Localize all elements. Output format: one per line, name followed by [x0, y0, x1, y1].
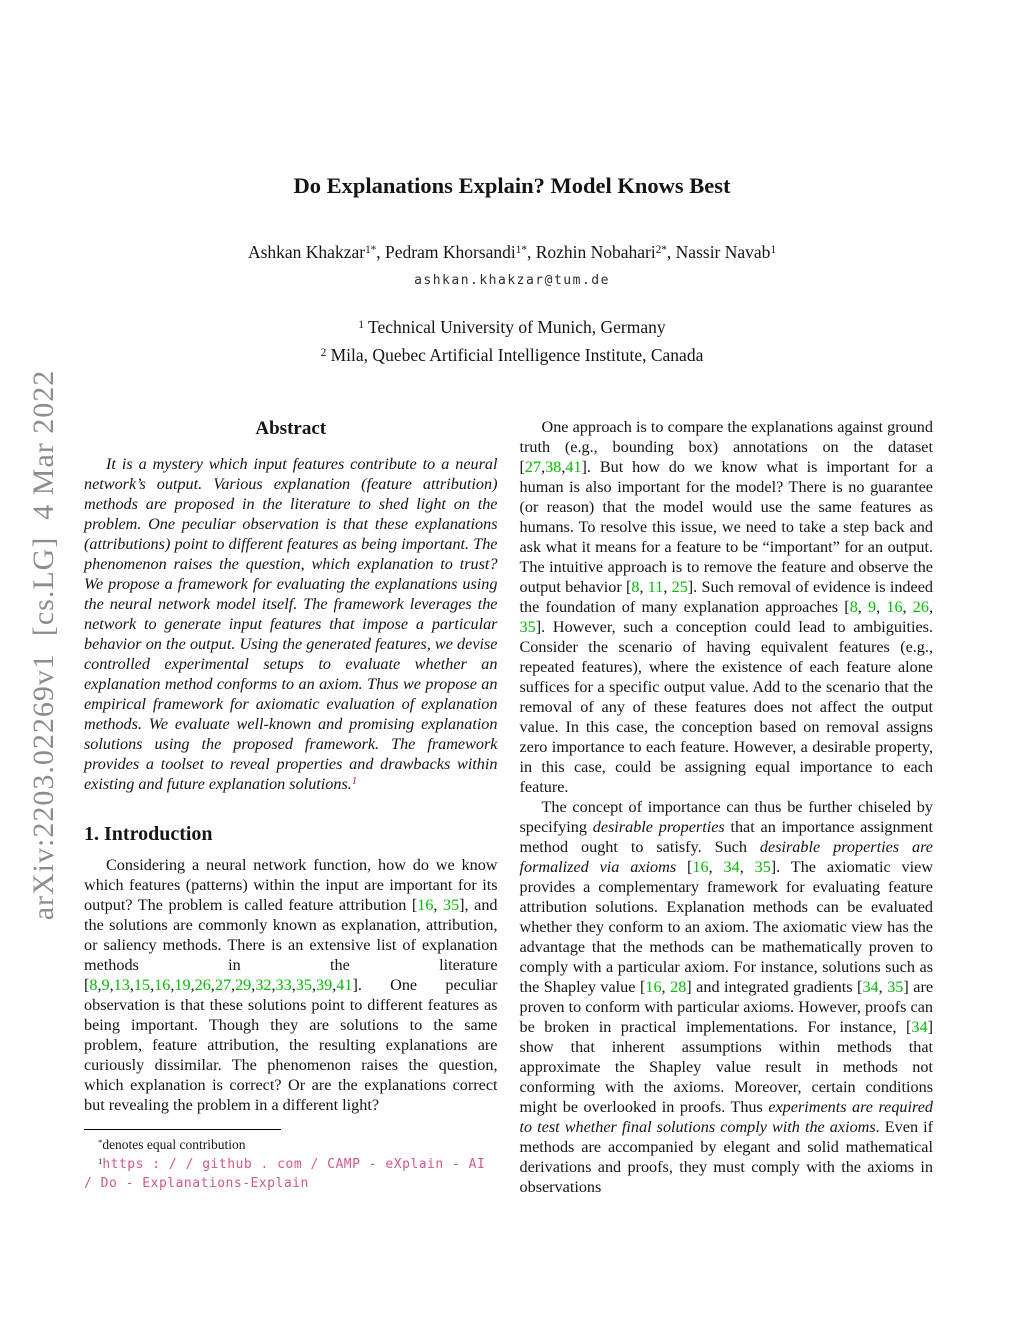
text-run: It is a mystery which input features contribute to a neural network’s output. Various explanation (feature attribution) methods are proposed in the literature to shed light on the problem. One peculiar observation is that these explanations (attributions) point to different features as being important. The phenomenon raises the question, which explanation to trust? We propose a framework for evaluating the explanations using the neural network model itself. The framework leverages the network to generate input features that impose a particular behavior on the output. Using the generated features, we devise controlled experimental setups to evaluate whether an explanation method conforms to an axiom. Thus we propose an empirical framework for axiomatic evaluation of explanation methods. We evaluate well-known and promising explanation solutions using the proposed framework. The framework provides a toolset to reveal properties and drawbacks within existing and future explanation solutions. [84, 455, 498, 793]
citation-link[interactable]: 8 [631, 578, 640, 596]
text-run: [ [676, 858, 693, 876]
text-run: , [291, 976, 296, 994]
superscript-marker: * [98, 1137, 103, 1148]
superscript-marker: 1* [515, 243, 527, 256]
text-run: denotes equal contribution [102, 1137, 246, 1152]
citation-link[interactable]: 16 [417, 896, 434, 914]
text-run: , [150, 976, 155, 994]
superscript-marker: 2 [320, 346, 327, 359]
text-run: , Rozhin Nobahari [526, 242, 656, 262]
introduction-paragraph [84, 855, 498, 1115]
arxiv-watermark: arXiv:2203.02269v1 [cs.LG] 4 Mar 2022 [27, 369, 60, 921]
citation-link[interactable]: 34 [723, 858, 740, 876]
body-paragraph [520, 797, 934, 1197]
text-run: that an importance assignment method ought to satisfy. Such [519, 818, 933, 856]
citation-link[interactable]: 29 [235, 976, 252, 994]
body-paragraph [520, 417, 934, 797]
citation-link[interactable]: 9 [101, 976, 110, 994]
text-run: , Pedram Khorsandi [376, 242, 516, 262]
two-column-body [84, 417, 933, 1197]
citation-link[interactable]: 35 [754, 858, 771, 876]
text-run: , [251, 976, 256, 994]
contact-email: ashkan.khakzar@tum.de [414, 273, 610, 288]
affiliation-1 [0, 315, 1024, 343]
citation-link[interactable]: 26 [912, 598, 929, 616]
affiliation-2 [0, 343, 1024, 371]
superscript-marker: 1 [770, 243, 777, 256]
superscript-marker: 1* [365, 243, 377, 256]
text-run: , [190, 976, 195, 994]
citation-link[interactable]: 16 [154, 976, 171, 994]
citation-link[interactable]: 35 [887, 978, 904, 996]
text-run: ]. However, such a conception could lead to ambiguities. Consider the scenario of having equivalent features (e.g., repeated features), where the existence of each feature alone suffices for a specific output value. Add to the scenario that the removal of any of these features does not affect the output value. In this case, the conception based on removal assigns zero importance to each feature. However, a desirable property, in this case, could be assigning equal importance to each feature. [519, 618, 933, 796]
text-run: , [878, 978, 888, 996]
citation-link[interactable]: 16 [886, 598, 903, 616]
citation-link[interactable]: 19 [174, 976, 191, 994]
text-run: , [739, 858, 755, 876]
text-run: , [708, 858, 724, 876]
emphasis-text: experiments are required to test whether final solutions comply with the axioms [519, 1098, 933, 1136]
citation-link[interactable]: 27 [214, 976, 232, 994]
text-run: ]. Such removal of evidence is indeed the foundation of many explanation approaches [ [519, 578, 933, 616]
citation-link[interactable]: 28 [670, 978, 687, 996]
citation-link[interactable]: 35 [442, 896, 460, 914]
text-run: ]. But how do we know what is important for a human is also important for the model? There is no guarantee (or reason) that the model would use the same features as humans. To resolve this issue, we need to take a step back and ask what it means for a feature to be “important” for an output. The intuitive approach is to remove the feature and observe the output behavior [ [519, 458, 933, 596]
footnote-rule [84, 1129, 281, 1130]
citation-link[interactable]: 32 [255, 976, 272, 994]
text-run: Technical University of Munich, Germany [363, 317, 666, 337]
text-run: , Nassir Navab [666, 242, 771, 262]
url-link[interactable]: https : / / github . com / CAMP - eXplain - AI / Do - Explanations-Explain [84, 1157, 486, 1191]
text-run: ]. The axiomatic view provides a complementary framework for evaluating feature attribution solutions. Explanation methods can be evaluated whether they conform to an axiom. The axiomatic view has the advantage that the methods can be mathematically proven to comply with a particular axiom. For instance, solutions such as the Shapley value [ [519, 858, 934, 996]
text-run: , [541, 458, 546, 476]
right-column [520, 417, 934, 1197]
text-run: , [129, 976, 134, 994]
text-run: , [433, 896, 443, 914]
text-run: , [271, 976, 276, 994]
citation-link[interactable]: 34 [911, 1018, 928, 1036]
authors-line [0, 241, 1024, 266]
text-run: , [332, 976, 337, 994]
affiliations [0, 315, 1024, 371]
citation-link[interactable]: 8 [89, 976, 98, 994]
citation-link[interactable]: 39 [316, 976, 333, 994]
text-run: ] show that inherent assumptions within methods that approximate the Shapley value result in methods not conforming with the axioms. Moreover, certain conditions might be overlooked in proofs. Thus [519, 1018, 933, 1116]
text-run: , [857, 598, 869, 616]
text-run: , [210, 976, 215, 994]
citation-link[interactable]: 35 [295, 976, 312, 994]
citation-link[interactable]: 15 [133, 976, 151, 994]
text-run: . Even if methods are accompanied by elegant and solid mathematical derivations and proofs, they must comply with the axioms in observations [519, 1118, 933, 1196]
text-run: , [639, 578, 648, 596]
text-run: Ashkan Khakzar [247, 242, 366, 262]
text-run: The concept of importance can thus be further chiseled by specifying [519, 798, 933, 836]
paper-title: Do Explanations Explain? Model Knows Best [293, 173, 731, 198]
text-run: , [663, 578, 672, 596]
text-run: , [928, 598, 933, 616]
citation-link[interactable]: 9 [868, 598, 877, 616]
text-run: , [170, 976, 175, 994]
text-run: ] and integrated gradients [ [686, 978, 863, 996]
citation-link[interactable]: 38 [545, 458, 562, 476]
citation-link[interactable]: 35 [519, 618, 536, 636]
citation-link[interactable]: 13 [113, 976, 130, 994]
abstract-heading: Abstract [255, 418, 327, 439]
citation-link[interactable]: 8 [849, 598, 858, 616]
text-run: One approach is to compare the explanations against ground truth (e.g., bounding box) annotations on the dataset [ [519, 418, 933, 476]
emphasis-text: desirable properties are formalized via axioms [519, 838, 933, 876]
footnote-marker[interactable]: 1 [351, 776, 358, 788]
superscript-marker: 2* [655, 243, 667, 256]
text-run: Considering a neural network function, how do we know which features (patterns) within the input are important for its output? The problem is called feature attribution [ [84, 856, 498, 914]
citation-link[interactable]: 25 [671, 578, 688, 596]
citation-link[interactable]: 34 [862, 978, 879, 996]
text-run: , [231, 976, 236, 994]
abstract-paragraph [84, 454, 498, 797]
text-run: , [97, 976, 102, 994]
left-column [84, 417, 498, 1197]
superscript-marker: 1 [358, 318, 364, 331]
citation-link[interactable]: 27 [524, 458, 542, 476]
text-run: Mila, Quebec Artificial Intelligence Institute, Canada [326, 345, 704, 365]
citation-link[interactable]: 11 [647, 578, 664, 596]
text-run: , [109, 976, 114, 994]
superscript-marker: 1 [98, 1156, 103, 1167]
text-run: , [902, 598, 913, 616]
citation-link[interactable]: 41 [336, 976, 353, 994]
paper-header [0, 173, 1024, 371]
footnote-code-url [84, 1155, 498, 1192]
emphasis-text: desirable properties [592, 818, 725, 836]
citation-link[interactable]: 33 [275, 976, 292, 994]
citation-link[interactable]: 16 [645, 978, 662, 996]
text-run: ]. One peculiar observation is that these solutions point to different features as being important. Though they are solutions to the same problem, feature attribution, the resulting explanations are curiously dissimilar. The phenomenon raises the question, which explanation is correct? Or are the explanations correct but revealing the problem in a different light? [84, 976, 498, 1114]
text-run: , [661, 978, 671, 996]
text-run: ] are proven to conform with particular axioms. However, proofs can be broken in practical implementations. For instance, [ [519, 978, 934, 1036]
section-heading-introduction: 1. Introduction [84, 823, 213, 845]
text-run: , [311, 976, 317, 994]
text-run: , [876, 598, 887, 616]
citation-link[interactable]: 41 [565, 458, 582, 476]
citation-link[interactable]: 26 [194, 976, 211, 994]
citation-link[interactable]: 16 [692, 858, 709, 876]
text-run: ], and the solutions are commonly known as explanation, attribution, or saliency methods. There is an extensive list of explanation methods in the literature [ [84, 896, 498, 994]
footnote-equal-contribution [84, 1136, 498, 1155]
text-run: , [561, 458, 566, 476]
